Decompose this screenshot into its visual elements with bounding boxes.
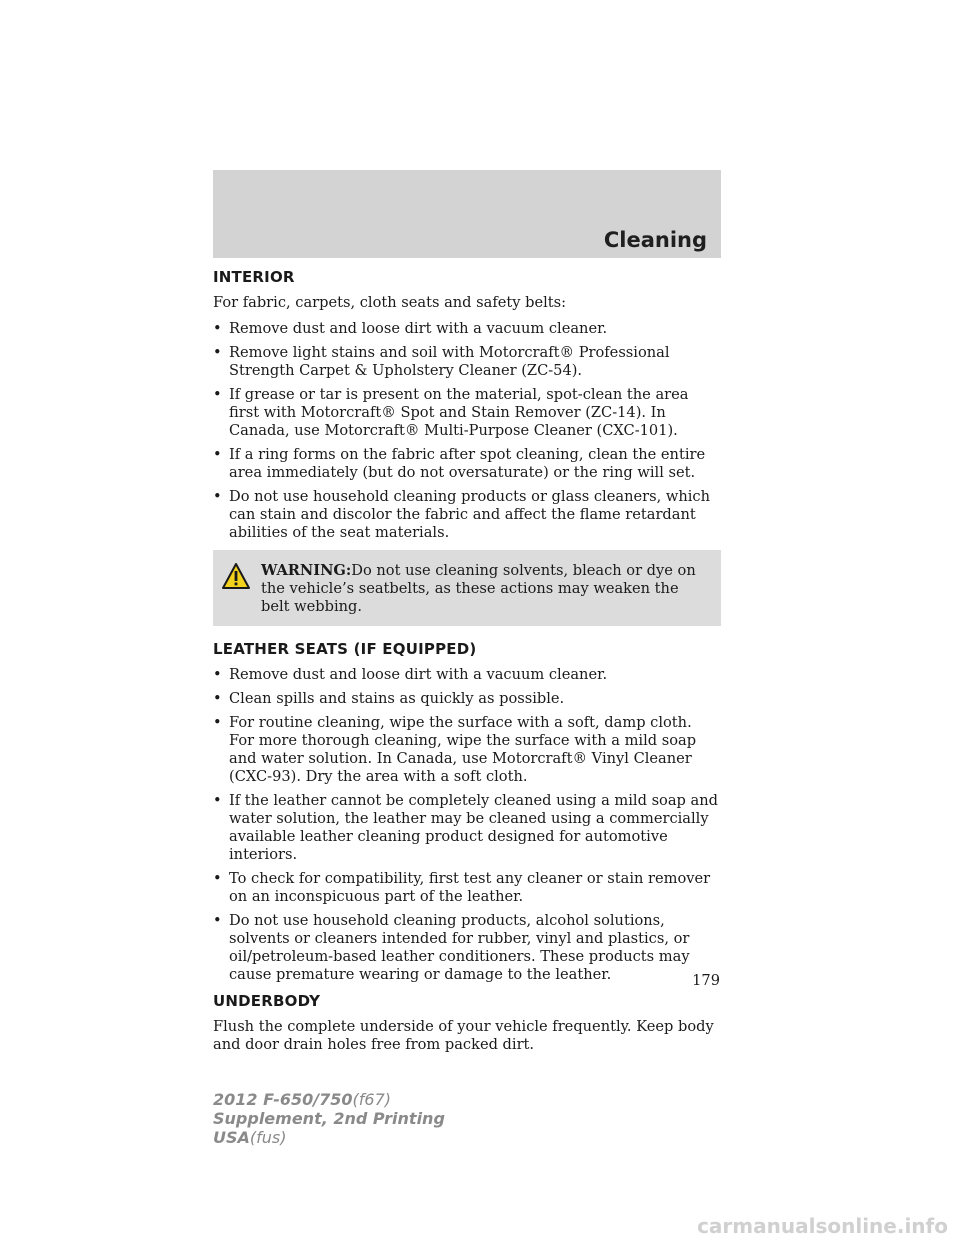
list-item: • If the leather cannot be completely cleaned using a mild soap and water solution, the leather may be cleaned using a commercially available leather cleaning product designed for automotive interiors.: [213, 792, 718, 863]
bullet-icon: •: [213, 714, 222, 731]
page-content: [213, 268, 721, 1062]
leather-heading: LEATHER SEATS (IF EQUIPPED): [213, 640, 477, 658]
bullet-icon: •: [213, 488, 222, 505]
warning-label: WARNING:: [261, 562, 352, 579]
bullet-icon: •: [213, 792, 222, 809]
bullet-icon: •: [213, 912, 222, 929]
list-item: • Clean spills and stains as quickly as possible.: [213, 690, 565, 707]
warning-body: Do not use cleaning solvents, bleach or dye on the vehicle’s seatbelts, as these actions may weaken the belt webbing.: [261, 562, 696, 615]
page-number: 179: [692, 972, 720, 989]
list-item: • Remove dust and loose dirt with a vacuum cleaner.: [213, 666, 608, 683]
watermark: carmanualsonline.info: [697, 1214, 948, 1238]
list-item: • Do not use household cleaning products, alcohol solutions, solvents or cleaners intended for rubber, vinyl and plastics, or oil/petroleum-based leather conditioners. These products may cause premature wearing or damage to the leather.: [213, 912, 690, 983]
list-item: • If grease or tar is present on the material, spot-clean the area first with Motorcraft® Spot and Stain Remover (ZC-14). In Canada, use Motorcraft® Multi-Purpose Cleaner (CXC-101).: [213, 386, 689, 439]
footer-line-1: 2012 F-650/750(f67): [213, 1090, 391, 1109]
warning-box: [213, 550, 721, 626]
bullet-icon: •: [213, 320, 222, 337]
interior-intro: For fabric, carpets, cloth seats and safety belts:: [213, 294, 567, 311]
interior-bullet-list: [213, 320, 721, 542]
bullet-icon: •: [213, 344, 222, 361]
bullet-icon: •: [213, 690, 222, 707]
list-item: • Remove dust and loose dirt with a vacuum cleaner.: [213, 320, 608, 337]
warning-text: [217, 562, 711, 616]
interior-heading: INTERIOR: [213, 268, 295, 286]
list-item: • Remove light stains and soil with Motorcraft® Professional Strength Carpet & Upholstery Cleaner (ZC-54).: [213, 344, 670, 379]
bullet-icon: •: [213, 666, 222, 683]
leather-bullet-list: [213, 666, 721, 984]
list-item: • Do not use household cleaning products or glass cleaners, which can stain and discolor the fabric and affect the flame retardant abilities of the seat materials.: [213, 488, 710, 541]
bullet-icon: •: [213, 386, 222, 403]
bullet-icon: •: [213, 870, 222, 887]
section-header-band: [213, 170, 721, 258]
underbody-text: Flush the complete underside of your vehicle frequently. Keep body and door drain holes free from packed dirt.: [213, 1018, 714, 1053]
bullet-icon: •: [213, 446, 222, 463]
list-item: • To check for compatibility, first test any cleaner or stain remover on an inconspicuous part of the leather.: [213, 870, 711, 905]
footer-line-2: Supplement, 2nd Printing: [213, 1109, 445, 1128]
warning-triangle-icon: [221, 562, 251, 590]
print-footer: [213, 1090, 445, 1147]
section-title: Cleaning: [603, 228, 707, 252]
list-item: • For routine cleaning, wipe the surface with a soft, damp cloth. For more thorough cleaning, wipe the surface with a mild soap and water solution. In Canada, use Motorcraft® Vinyl Cleaner (CXC-93). Dry the area with a soft cloth.: [213, 714, 697, 785]
footer-line-3: USA(fus): [213, 1128, 287, 1147]
list-item: • If a ring forms on the fabric after spot cleaning, clean the entire area immediately (but do not oversaturate) or the ring will set.: [213, 446, 706, 481]
underbody-heading: UNDERBODY: [213, 992, 321, 1010]
